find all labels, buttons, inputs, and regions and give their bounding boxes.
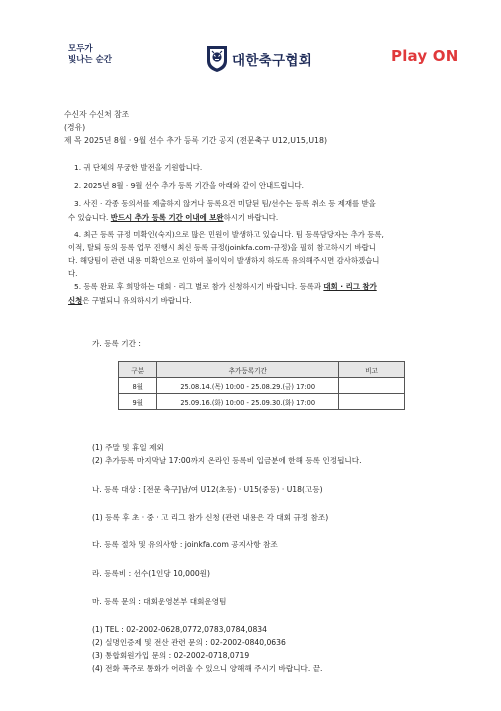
fee-line: 라. 등록비 : 선수(1인당 10,000원) [92, 569, 210, 578]
table-cell-month: 8월 [119, 378, 157, 394]
paragraph-4-line1: 4. 최근 등록 규정 미확인(숙지)으로 많은 민원이 발생하고 있습니다. 팀 등록담당자는 추가 등록, [74, 230, 384, 239]
table-cell-note [338, 394, 404, 410]
letterhead [0, 0, 501, 88]
period-note-1: (1) 주말 및 휴일 제외 [92, 443, 164, 452]
procedure-line: 다. 등록 절차 및 유의사항 : joinkfa.com 공지사항 참조 [92, 540, 278, 549]
table-cell-range: 25.09.16.(화) 10:00 - 25.09.30.(화) 17:00 [157, 394, 339, 410]
table-row [119, 378, 405, 394]
paragraph-5-text-a: 5. 등록 완료 후 희망하는 대회 · 리그 별로 참가 신청하시기 바랍니다. 등록과 [74, 282, 324, 291]
playon-logo: Play ON [391, 47, 459, 65]
recipient-line: 수신자 수신처 참조 [64, 110, 130, 119]
paragraph-1: 1. 귀 단체의 무궁한 발전을 기원합니다. [74, 163, 203, 172]
kfa-name: 대한축구협회 [232, 53, 313, 69]
paragraph-3-text-a: 수 있습니다. [68, 213, 111, 222]
paragraph-5-line2 [68, 295, 192, 306]
table-row [119, 394, 405, 410]
table-cell-note [338, 378, 404, 394]
inquiry-line-2: (2) 실명인증제 및 전산 관련 문의 : 02-2002-0840,0636 [92, 638, 286, 647]
paragraph-3-line2 [68, 212, 278, 223]
subject-line: 제 목 2025년 8월 · 9월 선수 추가 등록 기간 공지 (전문축구 U12,U15,U18) [64, 136, 328, 145]
table-header-row [119, 362, 405, 378]
campaign-logo [68, 44, 118, 66]
table-cell-month: 9월 [119, 394, 157, 410]
period-note-2: (2) 추가등록 마지막날 17:00까지 온라인 등록비 입금분에 한해 등록 인정됩니다. [92, 456, 362, 465]
period-title: 가. 등록 기간 : [92, 339, 141, 348]
table-cell-range: 25.08.14.(목) 10:00 - 25.08.29.(금) 17:00 [157, 378, 339, 394]
table-header-cell: 구분 [119, 362, 157, 378]
campaign-logo-line2: 빛나는 순간 [68, 55, 113, 65]
paragraph-5-line1 [74, 281, 377, 292]
inquiry-line-4: (4) 전화 폭주로 통화가 어려울 수 있으니 양해해 주시기 바랍니다. 끝. [92, 664, 323, 673]
target-title: 나. 등록 대상 : [전문 축구]남/여 U12(초등) · U15(중등) · U18(고등) [92, 485, 323, 494]
paragraph-4-line4: 다. [68, 269, 78, 278]
registration-period-table [118, 361, 405, 410]
table-header-cell: 추가등록기간 [157, 362, 339, 378]
paragraph-4-line2: 이적, 탈퇴 등의 등록 업무 진행시 최신 등록 규정(joinkfa.com-규정)을 필히 참고하시기 바랍니 [68, 243, 376, 252]
paragraph-5-emphasis-a: 대회 · 리그 참가 [323, 282, 377, 291]
campaign-logo-line1: 모두가 [68, 44, 93, 54]
inquiry-title: 마. 등록 문의 : 대회운영본부 대회운영팀 [92, 597, 227, 606]
inquiry-line-1: (1) TEL : 02-2002-0628,0772,0783,0784,0834 [92, 625, 267, 634]
paragraph-3-emphasis: 반드시 추가 등록 기간 이내에 보완 [110, 213, 224, 222]
inquiry-line-3: (3) 통합회원가입 문의 : 02-2002-0718,0719 [92, 651, 250, 660]
paragraph-3-line1: 3. 사진 · 각종 동의서를 제출하지 않거나 등록요건 미달된 팀/선수는 등록 취소 등 제재를 받을 [74, 199, 376, 208]
kfa-tiger-emblem-icon [205, 43, 229, 73]
via-line: (경유) [64, 123, 86, 132]
paragraph-5-text-b: 은 구별되니 유의하시기 바랍니다. [82, 296, 192, 305]
table-header-cell: 비고 [338, 362, 404, 378]
paragraph-4-line3: 다. 해당팀이 관련 내용 미확인으로 인하여 불이익이 발생하지 하도록 유의해주시면 감사하겠습니 [68, 256, 380, 265]
target-note-1: (1) 등록 후 초 · 중 · 고 리그 참가 신청 (관련 내용은 각 대회 규정 참조) [92, 513, 329, 522]
paragraph-5-emphasis-b: 신청 [68, 296, 83, 305]
paragraph-3-text-c: 하시기 바랍니다. [223, 213, 279, 222]
paragraph-2: 2. 2025년 8월 · 9월 선수 추가 등록 기간을 아래와 같이 안내드립니다. [74, 181, 305, 190]
